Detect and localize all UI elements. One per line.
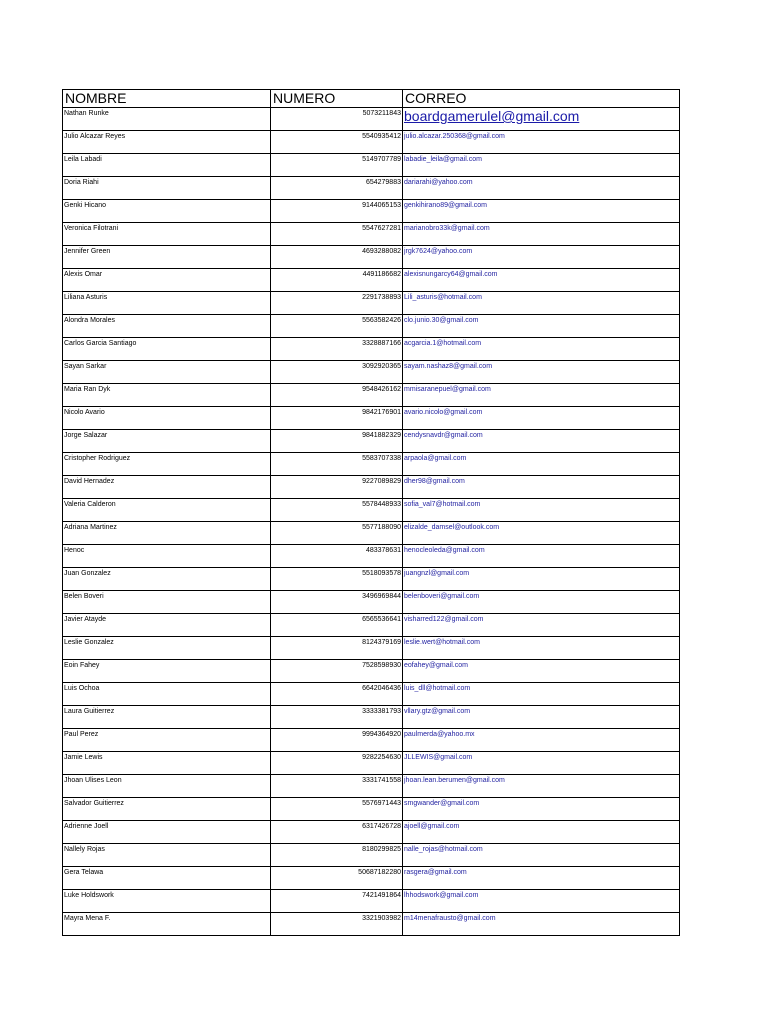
contact-number-cell: 9841882329 bbox=[271, 430, 403, 453]
contact-name-cell: Juan Gonzalez bbox=[63, 568, 271, 591]
contact-email-cell[interactable]: eofahey@gmail.com bbox=[403, 660, 680, 683]
contact-name-cell: Jorge Salazar bbox=[63, 430, 271, 453]
contact-name-cell: Veronica Filotrani bbox=[63, 223, 271, 246]
column-header-name: NOMBRE bbox=[63, 90, 271, 108]
contact-email-cell[interactable]: sofia_val7@hotmail.com bbox=[403, 499, 680, 522]
contact-number-cell: 9548426162 bbox=[271, 384, 403, 407]
contact-email-cell[interactable]: mmisaranepuel@gmail.com bbox=[403, 384, 680, 407]
contact-number-cell: 9994364920 bbox=[271, 729, 403, 752]
contact-email-cell[interactable]: dher98@gmail.com bbox=[403, 476, 680, 499]
table-row bbox=[63, 614, 680, 637]
table-row bbox=[63, 384, 680, 407]
contact-number-cell: 9227089829 bbox=[271, 476, 403, 499]
contact-number-cell: 5540935412 bbox=[271, 131, 403, 154]
contact-number-cell: 5578448933 bbox=[271, 499, 403, 522]
contact-number-cell: 3496969844 bbox=[271, 591, 403, 614]
table-row bbox=[63, 706, 680, 729]
contact-name-cell: Luke Holdswork bbox=[63, 890, 271, 913]
table-row bbox=[63, 752, 680, 775]
contact-number-cell: 7528598930 bbox=[271, 660, 403, 683]
contact-name-cell: Sayan Sarkar bbox=[63, 361, 271, 384]
contact-email-cell[interactable]: lhhodswork@gmail.com bbox=[403, 890, 680, 913]
contact-name-cell: Nathan Runke bbox=[63, 108, 271, 131]
contact-name-cell: Mayra Mena F. bbox=[63, 913, 271, 936]
contact-name-cell: Paul Perez bbox=[63, 729, 271, 752]
contact-number-cell: 5583707338 bbox=[271, 453, 403, 476]
contact-name-cell: Luis Ochoa bbox=[63, 683, 271, 706]
table-row bbox=[63, 844, 680, 867]
contact-name-cell: Maria Ran Dyk bbox=[63, 384, 271, 407]
table-row bbox=[63, 430, 680, 453]
contact-email-cell[interactable]: acgarcia.1@hotmail.com bbox=[403, 338, 680, 361]
contact-number-cell: 7421491864 bbox=[271, 890, 403, 913]
contact-name-cell: Jamie Lewis bbox=[63, 752, 271, 775]
contact-email-cell[interactable]: juangnzl@gmail.com bbox=[403, 568, 680, 591]
table-row bbox=[63, 269, 680, 292]
contact-number-cell: 4491186682 bbox=[271, 269, 403, 292]
table-row bbox=[63, 338, 680, 361]
table-row bbox=[63, 154, 680, 177]
contact-name-cell: Henoc bbox=[63, 545, 271, 568]
contact-number-cell: 5073211843 bbox=[271, 108, 403, 131]
column-header-number: NUMERO bbox=[271, 90, 403, 108]
table-row bbox=[63, 108, 680, 131]
contact-number-cell: 5149707789 bbox=[271, 154, 403, 177]
contact-name-cell: Alexis Omar bbox=[63, 269, 271, 292]
contact-email-cell[interactable]: visharred122@gmail.com bbox=[403, 614, 680, 637]
contact-email-cell[interactable]: Lili_asturis@hotmail.com bbox=[403, 292, 680, 315]
contact-email-cell[interactable]: genkihirano89@gmail.com bbox=[403, 200, 680, 223]
contact-name-cell: Jhoan Ulises Leon bbox=[63, 775, 271, 798]
table-row bbox=[63, 476, 680, 499]
contact-email-cell[interactable]: alexisnungarcy64@gmail.com bbox=[403, 269, 680, 292]
table-row bbox=[63, 798, 680, 821]
contact-email-cell[interactable]: arpaola@gmail.com bbox=[403, 453, 680, 476]
contact-name-cell: Javier Atayde bbox=[63, 614, 271, 637]
column-header-email: CORREO bbox=[403, 90, 680, 108]
table-row bbox=[63, 729, 680, 752]
contact-number-cell: 5547627281 bbox=[271, 223, 403, 246]
table-row bbox=[63, 821, 680, 844]
contact-number-cell: 2291738893 bbox=[271, 292, 403, 315]
table-row bbox=[63, 522, 680, 545]
table-row bbox=[63, 453, 680, 476]
contact-email-cell[interactable]: paulmerda@yahoo.mx bbox=[403, 729, 680, 752]
contact-name-cell: Liliana Asturis bbox=[63, 292, 271, 315]
table-row bbox=[63, 591, 680, 614]
contact-email-cell[interactable]: sayam.nashaz8@gmail.com bbox=[403, 361, 680, 384]
contact-email-cell[interactable]: jrgk7624@yahoo.com bbox=[403, 246, 680, 269]
contact-number-cell: 654279883 bbox=[271, 177, 403, 200]
table-row bbox=[63, 131, 680, 154]
contact-name-cell: Adrienne Joell bbox=[63, 821, 271, 844]
table-row bbox=[63, 568, 680, 591]
contact-email-cell[interactable]: avario.nicolo@gmail.com bbox=[403, 407, 680, 430]
contact-name-cell: Leslie Gonzalez bbox=[63, 637, 271, 660]
contact-number-cell: 9144065153 bbox=[271, 200, 403, 223]
contact-number-cell: 5576971443 bbox=[271, 798, 403, 821]
table-row bbox=[63, 499, 680, 522]
contact-email-cell[interactable]: henocleoleda@gmail.com bbox=[403, 545, 680, 568]
contact-name-cell: Nallely Rojas bbox=[63, 844, 271, 867]
contact-email-cell[interactable]: boardgamerulel@gmail.com bbox=[403, 108, 680, 131]
contact-email-cell[interactable]: clo.junio.30@gmail.com bbox=[403, 315, 680, 338]
contact-email-cell[interactable]: vllary.gtz@gmail.com bbox=[403, 706, 680, 729]
contact-number-cell: 5563582426 bbox=[271, 315, 403, 338]
contact-name-cell: Salvador Guitierrez bbox=[63, 798, 271, 821]
table-row bbox=[63, 246, 680, 269]
table-row bbox=[63, 890, 680, 913]
contact-email-cell[interactable]: julio.alcazar.250368@gmail.com bbox=[403, 131, 680, 154]
header-row bbox=[63, 90, 680, 108]
contact-email-cell[interactable]: JLLEWIS@gmail.com bbox=[403, 752, 680, 775]
contact-number-cell: 5577188090 bbox=[271, 522, 403, 545]
contact-email-cell[interactable]: smgwander@gmail.com bbox=[403, 798, 680, 821]
contact-name-cell: David Hernadez bbox=[63, 476, 271, 499]
contact-number-cell: 3092920365 bbox=[271, 361, 403, 384]
contact-email-cell[interactable]: dariarahi@yahoo.com bbox=[403, 177, 680, 200]
contact-name-cell: Valeria Calderon bbox=[63, 499, 271, 522]
contact-email-cell[interactable]: jhoan.lean.berumen@gmail.com bbox=[403, 775, 680, 798]
contact-number-cell: 9842176901 bbox=[271, 407, 403, 430]
contact-number-cell: 3333381793 bbox=[271, 706, 403, 729]
table-row bbox=[63, 200, 680, 223]
table-row bbox=[63, 683, 680, 706]
table-row bbox=[63, 637, 680, 660]
contact-name-cell: Belen Boveri bbox=[63, 591, 271, 614]
table-row bbox=[63, 177, 680, 200]
contact-email-cell[interactable]: labadie_leila@gmail.com bbox=[403, 154, 680, 177]
contact-name-cell: Doria Riahi bbox=[63, 177, 271, 200]
contact-email-cell[interactable]: nalle_rojas@hotmail.com bbox=[403, 844, 680, 867]
contact-email-cell[interactable]: elizalde_damsel@outlook.com bbox=[403, 522, 680, 545]
contact-email-cell[interactable]: marianobro33k@gmail.com bbox=[403, 223, 680, 246]
contact-number-cell: 6565536641 bbox=[271, 614, 403, 637]
contact-name-cell: Genki Hicano bbox=[63, 200, 271, 223]
contact-name-cell: Jennifer Green bbox=[63, 246, 271, 269]
contact-name-cell: Nicolo Avario bbox=[63, 407, 271, 430]
contact-number-cell: 5518093578 bbox=[271, 568, 403, 591]
table-row bbox=[63, 315, 680, 338]
contact-email-cell[interactable]: luis_dll@hotmail.com bbox=[403, 683, 680, 706]
contact-email-cell[interactable]: m14menafrausto@gmail.com bbox=[403, 913, 680, 936]
contact-email-cell[interactable]: leslie.wert@hotmail.com bbox=[403, 637, 680, 660]
contact-number-cell: 3328887166 bbox=[271, 338, 403, 361]
contact-number-cell: 3321903982 bbox=[271, 913, 403, 936]
contact-number-cell: 3331741558 bbox=[271, 775, 403, 798]
table-row bbox=[63, 913, 680, 936]
table-row bbox=[63, 292, 680, 315]
contact-name-cell: Cristopher Rodriguez bbox=[63, 453, 271, 476]
contact-name-cell: Adriana Martinez bbox=[63, 522, 271, 545]
table-row bbox=[63, 223, 680, 246]
contact-name-cell: Carlos Garcia Santiago bbox=[63, 338, 271, 361]
contact-number-cell: 483378631 bbox=[271, 545, 403, 568]
table-row bbox=[63, 775, 680, 798]
contacts-table bbox=[62, 89, 680, 936]
table-row bbox=[63, 660, 680, 683]
table-row bbox=[63, 407, 680, 430]
contact-name-cell: Gera Telawa bbox=[63, 867, 271, 890]
table-row bbox=[63, 545, 680, 568]
contact-email-cell[interactable]: rasgera@gmail.com bbox=[403, 867, 680, 890]
contact-name-cell: Laura Guitierrez bbox=[63, 706, 271, 729]
contact-number-cell: 6642046436 bbox=[271, 683, 403, 706]
contact-name-cell: Eoin Fahey bbox=[63, 660, 271, 683]
contact-name-cell: Leila Labadi bbox=[63, 154, 271, 177]
contact-email-cell[interactable]: cendysnavdr@gmail.com bbox=[403, 430, 680, 453]
contact-number-cell: 8180299825 bbox=[271, 844, 403, 867]
contact-name-cell: Julio Alcazar Reyes bbox=[63, 131, 271, 154]
contact-number-cell: 50687182280 bbox=[271, 867, 403, 890]
contact-number-cell: 4693288082 bbox=[271, 246, 403, 269]
contact-number-cell: 6317426728 bbox=[271, 821, 403, 844]
table-row bbox=[63, 361, 680, 384]
contact-email-cell[interactable]: belenboveri@gmail.com bbox=[403, 591, 680, 614]
contact-name-cell: Alondra Morales bbox=[63, 315, 271, 338]
contact-number-cell: 8124379169 bbox=[271, 637, 403, 660]
table-row bbox=[63, 867, 680, 890]
contact-number-cell: 9282254630 bbox=[271, 752, 403, 775]
contact-email-cell[interactable]: ajoell@gmail.com bbox=[403, 821, 680, 844]
